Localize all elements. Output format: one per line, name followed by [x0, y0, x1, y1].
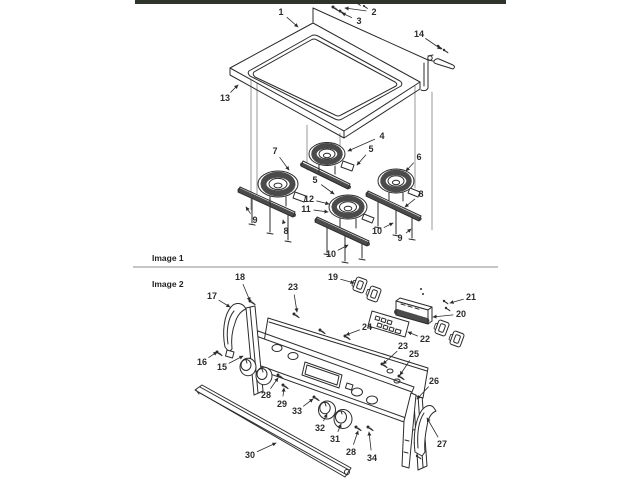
callout-number: 23 — [397, 341, 409, 351]
callout-number: 24 — [361, 322, 373, 332]
callout-number: 13 — [219, 93, 231, 103]
callout-number: 31 — [329, 434, 341, 444]
callout-leader-line — [283, 220, 284, 223]
callout-number: 4 — [379, 131, 385, 141]
callout-number: 21 — [465, 292, 477, 302]
callout-leader-line — [243, 284, 250, 301]
callout-number: 12 — [303, 194, 315, 204]
callout-number: 2 — [371, 7, 377, 17]
callout-leader-line — [405, 199, 415, 207]
callout-number: 29 — [276, 399, 288, 409]
callout-number: 32 — [314, 423, 326, 433]
callout-number: 6 — [416, 152, 422, 162]
callout-leader-line — [345, 8, 366, 11]
callout-number: 10 — [325, 249, 337, 259]
callout-number: 20 — [455, 309, 467, 319]
callout-number: 5 — [312, 175, 318, 185]
callout-number: 3 — [356, 16, 362, 26]
callout-leader-line — [287, 17, 298, 27]
callout-leader-line — [426, 39, 441, 49]
callout-number: 28 — [260, 390, 272, 400]
callout-number: 30 — [244, 450, 256, 460]
burner-element-front — [329, 195, 374, 228]
image2-exploded-view — [195, 272, 476, 477]
callout-leader-line — [346, 330, 360, 335]
clock-control-board — [396, 288, 450, 324]
callout-number: 8 — [283, 226, 289, 236]
callout-number: 27 — [436, 439, 448, 449]
callout-number: 16 — [196, 357, 208, 367]
callout-leader-line — [231, 85, 238, 92]
left-end-cap — [216, 303, 247, 358]
image1-label: Image 1 — [152, 253, 184, 263]
callout-leader-line — [209, 352, 217, 358]
callout-number: 33 — [291, 406, 303, 416]
callout-leader-line — [433, 315, 453, 317]
callout-leader-line — [357, 155, 366, 165]
callout-leader-line — [246, 207, 250, 213]
callout-leader-line — [303, 399, 313, 406]
callout-leader-line — [342, 13, 352, 18]
callout-leader-line — [450, 299, 463, 303]
callout-number: 18 — [234, 272, 246, 282]
main-top — [230, 8, 428, 138]
callout-number: 11 — [301, 204, 311, 214]
image1-exploded-view — [220, 2, 455, 263]
callout-number: 23 — [287, 282, 299, 292]
callout-number: 26 — [428, 376, 440, 386]
callout-leader-line — [406, 229, 411, 233]
callout-number: 34 — [366, 453, 378, 463]
callout-number: 7 — [272, 146, 278, 156]
callout-number: 15 — [216, 362, 228, 372]
callout-number: 1 — [278, 7, 284, 17]
callout-leader-line — [408, 332, 418, 336]
callout-leader-line — [406, 163, 414, 171]
callout-leader-line — [341, 279, 354, 283]
callout-leader-line — [369, 432, 371, 450]
lower-trim-strip — [195, 385, 351, 477]
top-border-bar — [135, 0, 506, 4]
callout-leader-line — [384, 223, 393, 227]
callout-number: 9 — [252, 215, 258, 225]
callout-leader-line — [294, 295, 297, 312]
callout-leader-line — [314, 210, 328, 212]
callout-leader-line — [338, 245, 348, 250]
callout-number: 19 — [327, 272, 339, 282]
callout-number: 8 — [418, 189, 424, 199]
callout-leader-line — [219, 300, 230, 307]
side-bracket-part14 — [428, 45, 455, 69]
callout-number: 10 — [371, 226, 383, 236]
callout-number: 25 — [408, 349, 420, 359]
image2-label: Image 2 — [152, 279, 184, 289]
callout-number: 17 — [206, 291, 218, 301]
callout-leader-line — [317, 201, 329, 204]
callout-number: 5 — [368, 144, 374, 154]
callout-leader-line — [321, 185, 334, 194]
callout-number: 14 — [413, 29, 425, 39]
callout-number: 22 — [419, 334, 431, 344]
callout-leader-line — [427, 418, 438, 437]
callout-number: 28 — [345, 447, 357, 457]
callout-leader-line — [257, 443, 276, 452]
callout-number: 9 — [397, 233, 403, 243]
burner-element-right — [378, 169, 420, 201]
callout-leader-line — [280, 157, 289, 170]
callout-leader-line — [283, 388, 284, 396]
callout-leader-line — [354, 431, 358, 444]
